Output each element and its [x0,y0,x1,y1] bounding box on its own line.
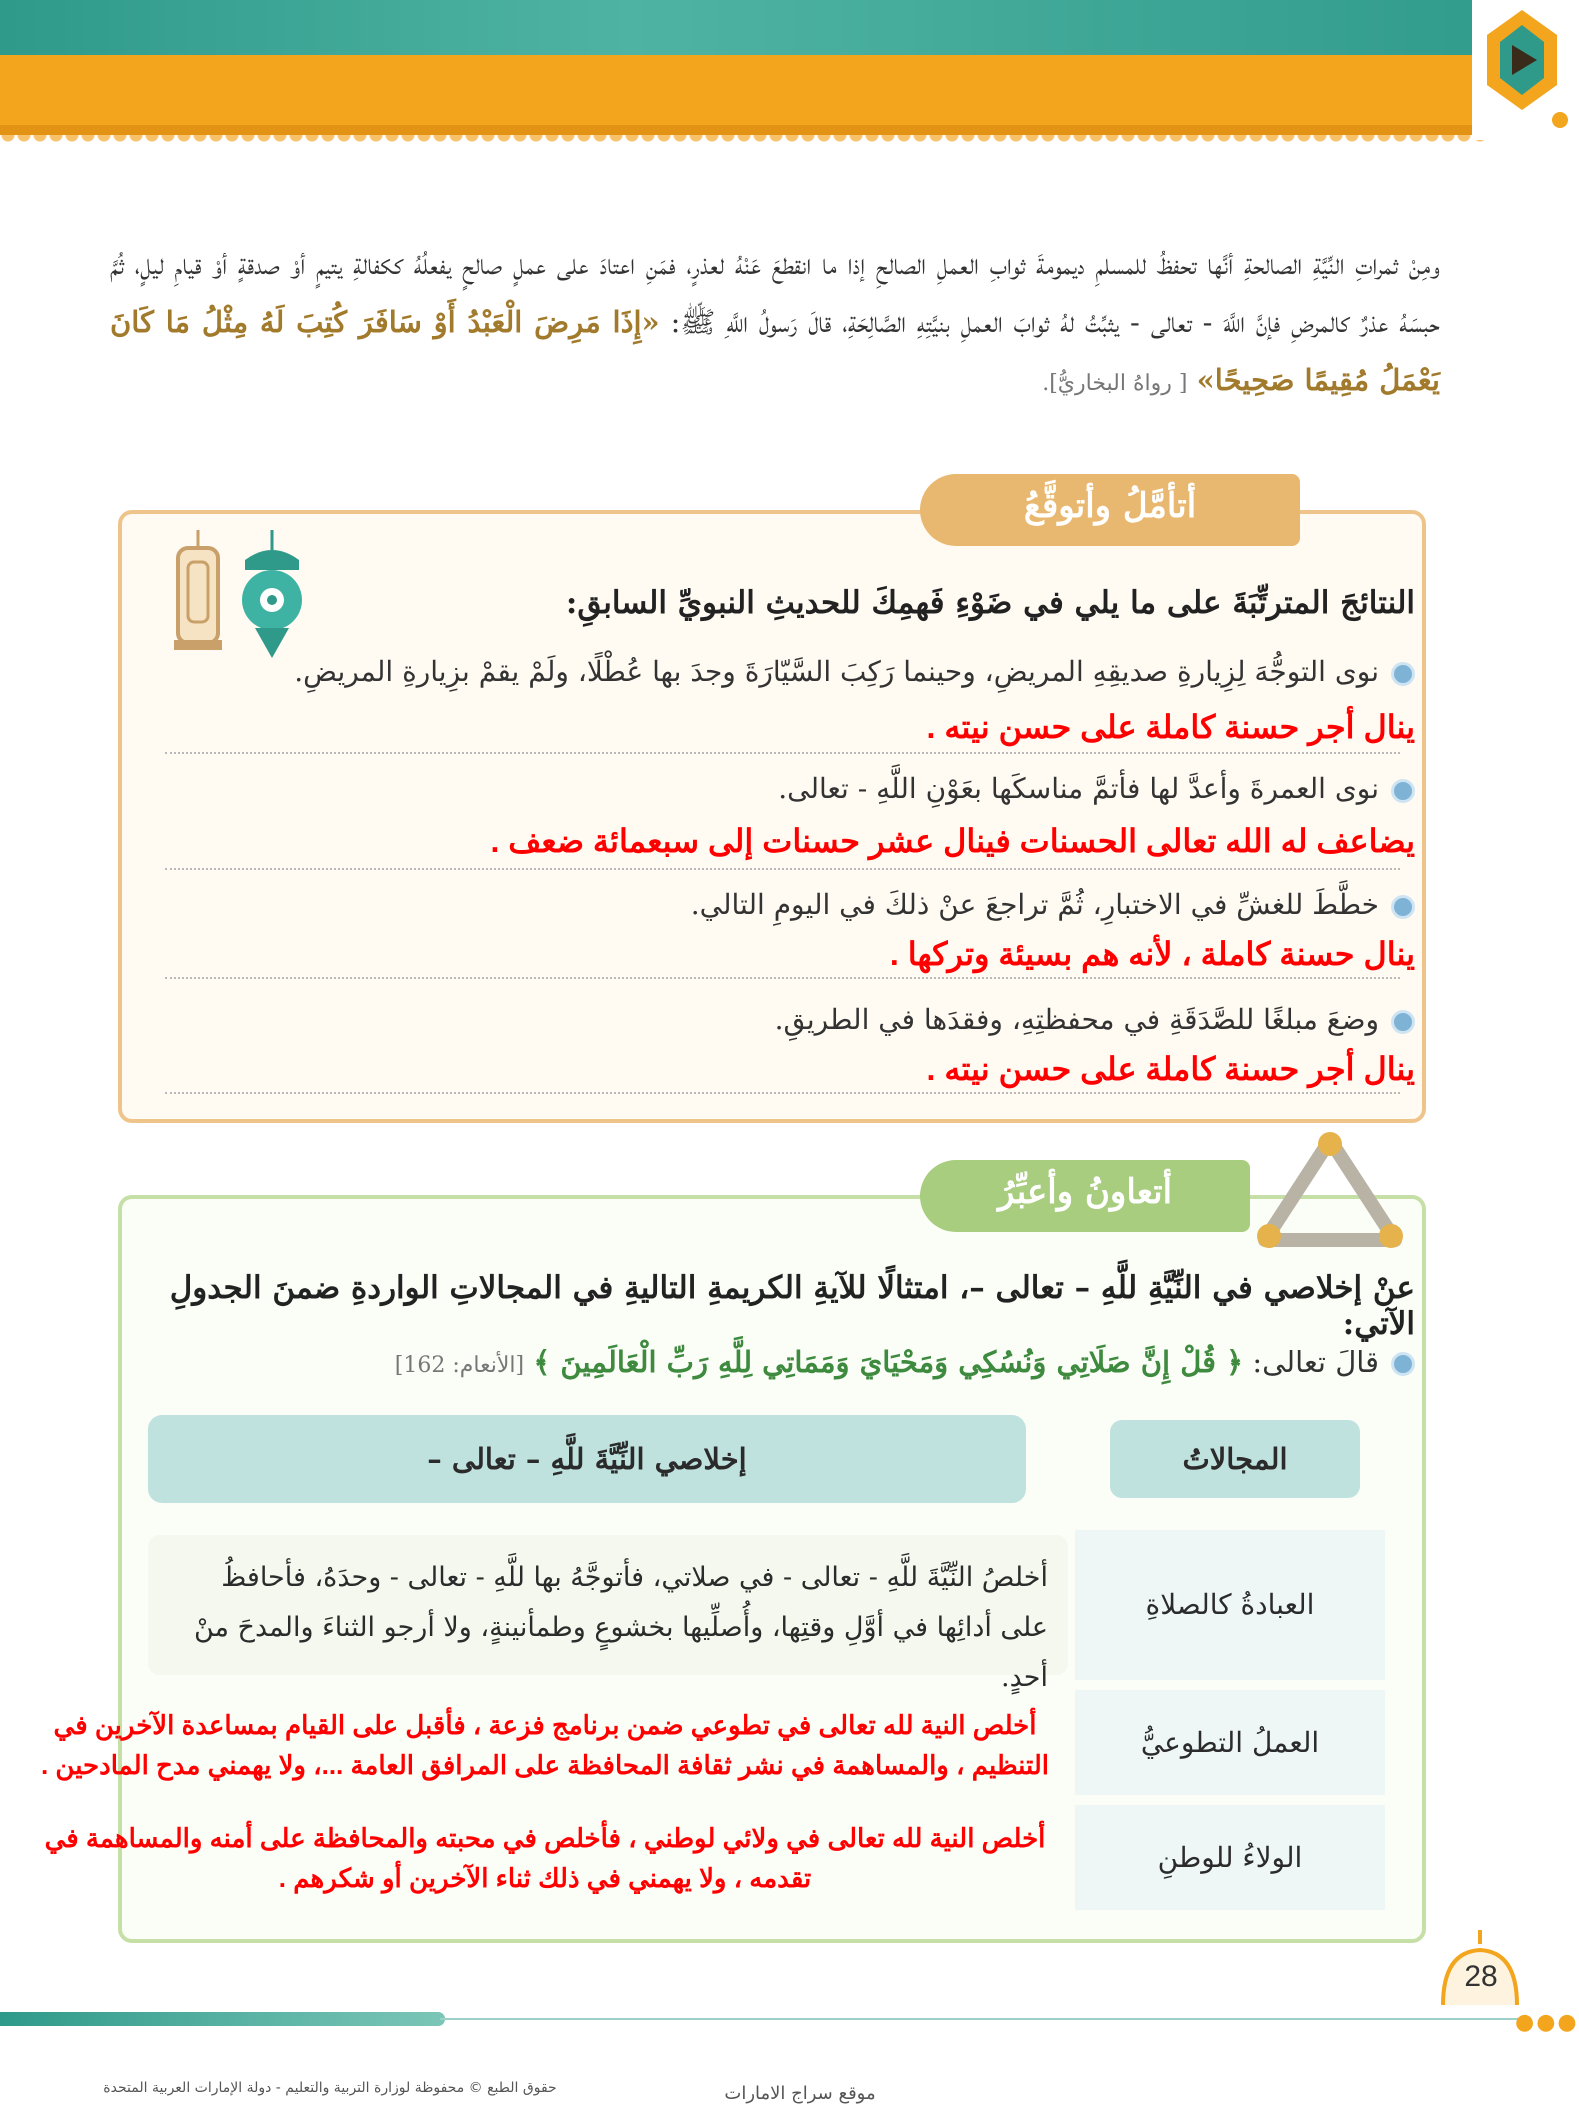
reflect-answer-3: ينال حسنة كاملة ، لأنه هم بسيئة وتركها . [889,936,1415,972]
copyright-text: حقوق الطبع © محفوظة لوزارة التربية والتعليم - دولة الإمارات العربية المتحدة [103,2080,557,2096]
verse-line [150,1345,1415,1379]
bullet-icon [1391,1352,1415,1376]
answer-line [165,977,1400,979]
table-row-label: الولاءُ للوطنِ [1075,1805,1385,1910]
reflect-answer-1: ينال أجر حسنة كاملة على حسن نيته . [926,709,1415,745]
verse-reference: [الأنعام: 162] [394,1353,525,1378]
bullet-icon [1391,779,1415,803]
table-row-cell: أخلصُ النِّيَّةَ للَّهِ - تعالى - في صلاتي، فأتوجَّهُ بها للَّهِ - تعالى - وحدَهُ، فأحافظُ على أدائِها في أوَّلِ وقتِها، وأُصلِّيها بخشوعٍ وطمأنينةٍ، ولا أرجو الثناءَ والمدحَ منْ أحدٍ. [148,1535,1068,1675]
reflect-tab-title: أتأمَّلُ وأتوقَّعُ [1023,486,1197,526]
question-text: نوى العمرةَ وأعدَّ لها فأتمَّ مناسكَها بعَوْنِ اللَّهِ - تعالى. [778,772,1379,805]
footer-bar [0,2012,445,2026]
intro-paragraph [110,235,1440,413]
cooperate-heading: عنْ إخلاصي في النِّيَّةِ للَّهِ – تعالى –، امتثالًا للآيةِ الكريمةِ التاليةِ في المجالاتِ الواردةِ ضمنَ الجدولِ الآتي: [169,1270,1415,1342]
question-text: خطَّطَ للغشِّ في الاختبارِ، ثُمَّ تراجعَ عنْ ذلكَ في اليومِ التالي. [690,888,1379,921]
header-teal-band [0,0,1572,55]
table-row-answer: أخلص النية لله تعالى في ولائي لوطني ، فأخلص في محبته والمحافظة على أمنه والمساهمة في تقدمه ، ولا يهمني في ذلك ثناء الآخرين أو شكرهم . [44,1823,1046,1893]
reflect-question-4 [150,1003,1415,1036]
header-orange-line [0,125,1490,135]
quran-verse: ﴿ قُلْ إِنَّ صَلَاتِي وَنُسُكِي وَمَحْيَايَ وَمَمَاتِي لِلَّهِ رَبِّ الْعَالَمِينَ ﴾ [533,1345,1244,1379]
table-row-label: العبادةُ كالصلاةِ [1075,1530,1385,1680]
intro-text: ومِنْ ثمراتِ النِّيَّةِ الصالحةِ أنَّها تحفظُ للمسلمِ ديمومةَ ثوابِ العملِ الصالحِ إذا ما انقطعَ عَنْهُ لعذرٍ، فمَنِ اعتادَ على عملٍ صالحٍ يفعلُهُ ككفالةِ يتيمٍ أوْ صدقةٍ أوْ قيامِ ليلٍ، ثُمَّ حبسَهُ عذرٌ كالمرضِ فإنَّ اللَّهَ - تعالى - يثبِّتُ لهُ ثوابَ العملِ بنيَّتِهِ الصَّالِحَةِ، قالَ رَسولُ اللَّهِ ﷺ: [110,247,1440,339]
verse-intro: قالَ تعالى: [1252,1345,1379,1379]
reflect-answer-4: ينال أجر حسنة كاملة على حسن نيته . [926,1051,1415,1087]
answer-line [165,1092,1400,1094]
question-text: نوى التوجُّهَ لِزِيارةِ صديقِهِ المريضِ، وحينما رَكِبَ السَّيّارَةَ وجدَ بها عُطْلًا، ولَمْ يقمْ بزِيارةِ المريضِ. [294,655,1379,688]
question-text: وضعَ مبلغًا للصَّدَقَةِ في محفظتِهِ، وفقدَها في الطريقِ. [774,1003,1379,1036]
reflect-heading: النتائجَ المترتِّبَةَ على ما يلي في ضَوْءِ فَهمِكَ للحديثِ النبويِّ السابقِ: [565,585,1415,621]
reflect-question-1 [150,655,1415,688]
hadith-quote: «إِذَا مَرِضَ الْعَبْدُ أَوْ سَافَرَ كُتِبَ لَهُ مِثْلُ مَا كَانَ يَعْمَلُ مُقِيمًا صَحِيحًا» [110,305,1440,397]
bullet-icon [1391,1010,1415,1034]
table-header-sincerity: إخلاصي النِّيَّةَ للَّهِ – تعالى – [148,1415,1026,1503]
hadith-reference: [ رواهُ البخاريُّ]. [1042,371,1188,396]
bullet-icon [1391,895,1415,919]
reflect-question-2 [150,772,1415,805]
reflect-answer-2: يضاعف له الله تعالى الحسنات فينال عشر حسنات إلى سبعمائة ضعف . [490,823,1415,859]
cooperate-tab-title: أتعاونُ وأعبِّرُ [997,1172,1173,1212]
table-row-answer: أخلص النية لله تعالى في تطوعي ضمن برنامج فزعة ، فأقبل على القيام بمساعدة الآخرين في التنظيم ، والمساهمة في نشر ثقافة المحافظة على المرافق العامة ...، ولا يهمني مدح المادحين . [40,1710,1050,1780]
table-header-domains: المجالاتُ [1110,1420,1360,1498]
answer-line [165,868,1400,870]
footer-line [440,2018,1525,2020]
site-name: موقع سراج الامارات [724,2083,876,2104]
page-number: 28 [1464,1960,1498,1993]
table-row-label: العملُ التطوعيُّ [1075,1690,1385,1795]
footer-dots-icon: ●●● [1515,2010,1579,2035]
corner-ornament-icon [1472,0,1572,140]
cooperation-hands-icon [1255,1130,1405,1250]
header-orange-band [0,55,1490,130]
answer-line [165,752,1400,754]
bullet-icon [1391,662,1415,686]
reflect-question-3 [150,888,1415,921]
header-scallop-border [0,135,1490,145]
